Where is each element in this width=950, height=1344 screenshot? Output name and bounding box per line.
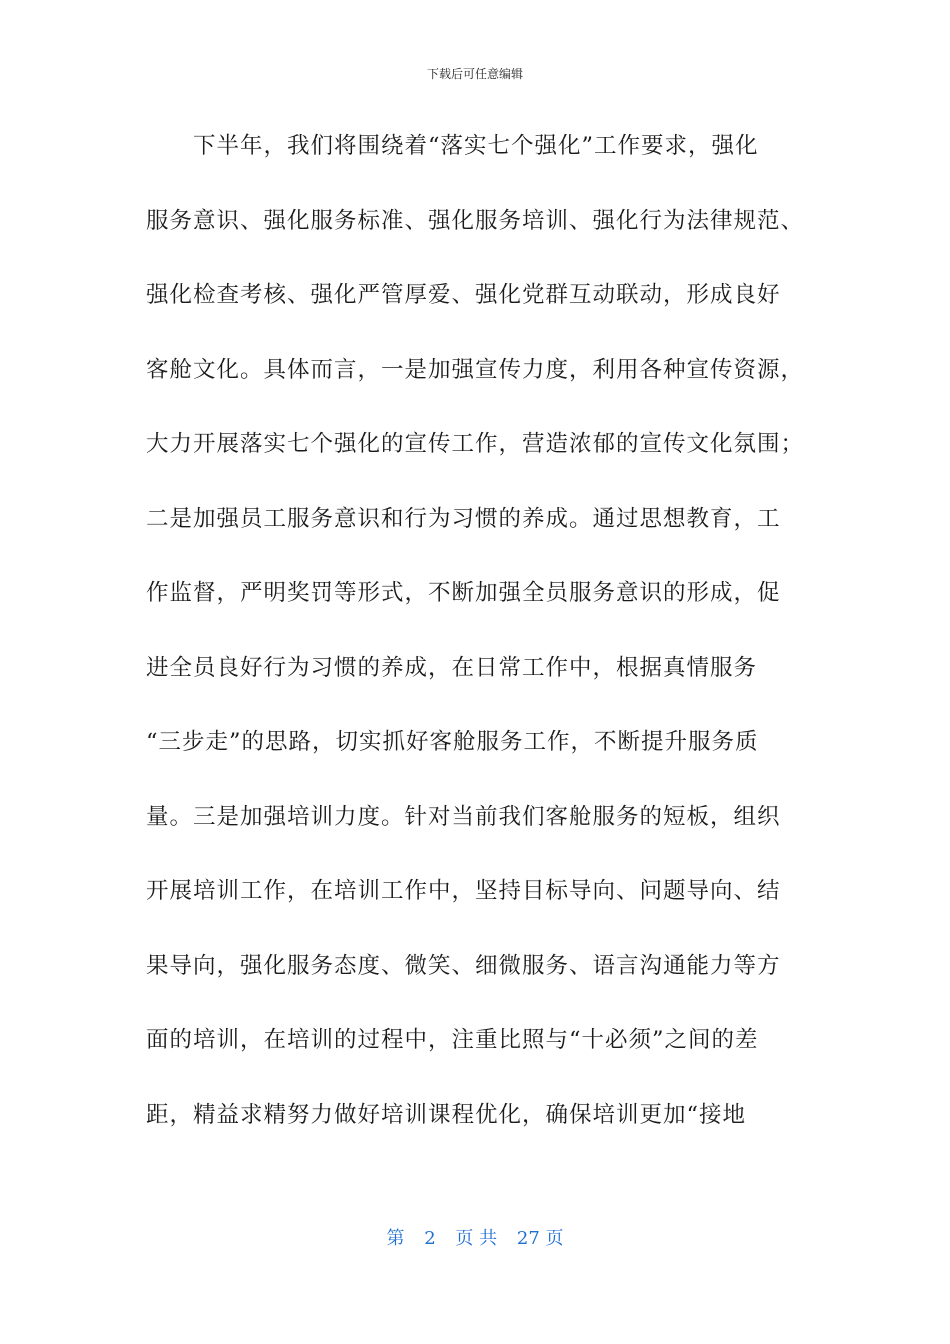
page-footer — [0, 1226, 950, 1252]
footer-suffix: 页 — [545, 1228, 564, 1249]
footer-current-page: 2 — [424, 1228, 436, 1249]
footer-middle: 页 共 — [455, 1228, 498, 1249]
footer-prefix: 第 — [386, 1228, 405, 1249]
text-line: 强化检查考核、强化严管厚爱、强化党群互动联动，形成良好 — [146, 282, 781, 308]
text-line: 作监督，严明奖罚等形式，不断加强全员服务意识的形成，促 — [146, 580, 781, 606]
text-line: 量。三是加强培训力度。针对当前我们客舱服务的短板，组织 — [146, 803, 781, 830]
text-line: 客舱文化。具体而言，一是加强宣传力度，利用各种宣传资源， — [146, 356, 805, 383]
text-line: “三步走”的思路，切实抓好客舱服务工作，不断提升服务质 — [146, 729, 759, 755]
text-line: 二是加强员工服务意识和行为习惯的养成。通过思想教育，工 — [146, 505, 781, 532]
footer-total-pages: 27 — [516, 1228, 540, 1249]
text-line: 服务意识、强化服务标准、强化服务培训、强化行为法律规范、 — [146, 207, 805, 234]
text-line: 开展培训工作，在培训工作中，坚持目标导向、问题导向、结 — [146, 878, 781, 904]
text-line: 下半年，我们将围绕着“落实七个强化”工作要求，强化 — [146, 133, 759, 159]
text-line: 面的培训，在培训的过程中，注重比照与“十必须”之间的差 — [146, 1027, 759, 1053]
text-line: 果导向，强化服务态度、微笑、细微服务、语言沟通能力等方 — [146, 952, 781, 979]
page-header: 下载后可任意编辑 — [426, 67, 523, 81]
text-line: 大力开展落实七个强化的宣传工作，营造浓郁的宣传文化氛围； — [146, 431, 805, 457]
document-body — [146, 120, 810, 1163]
text-line: 进全员良好行为习惯的养成，在日常工作中，根据真情服务 — [146, 654, 758, 681]
text-line: 距，精益求精努力做好培训课程优化，确保培训更加“接地 — [146, 1101, 747, 1128]
